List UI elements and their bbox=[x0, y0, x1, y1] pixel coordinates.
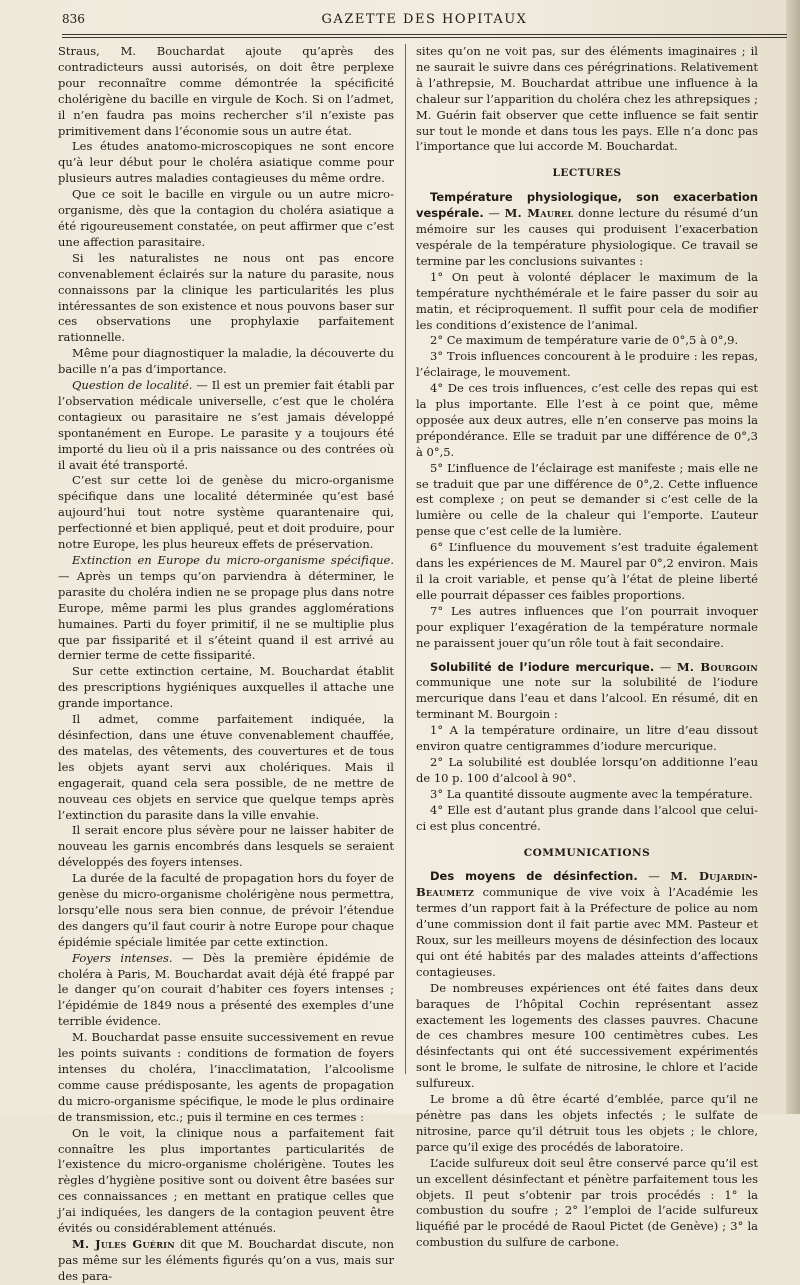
page-header bbox=[62, 10, 787, 34]
header-rule bbox=[62, 34, 787, 35]
section-heading-communications: COMMUNICATIONS bbox=[523, 846, 651, 859]
list-item: 4° De ces trois influences, c’est celle des repas qui est la plus importante. Elle l’est à ce point que, même opposée aux deux autres, elle n’en conserve pas moins la prépondérance. Elle se traduit par une différence de 0°,3 à 0°,5. bbox=[416, 381, 758, 459]
paragraph bbox=[58, 1237, 394, 1285]
paragraph-text: donne lecture du résumé d’un mémoire sur les causes qui produisent l’exacerbation vespérale de la température physiologique. Ce travail se termine par les conclusions suivantes : bbox=[416, 206, 758, 268]
paragraph-text: dit que M. Bouchardat discute, non pas même sur les éléments figurés qu’on a vus, mais sur des para- bbox=[58, 1236, 394, 1283]
list-item: 1° A la température ordinaire, un litre d’eau dissout environ quatre centigrammes d’iodure mercurique. bbox=[416, 723, 758, 754]
left-column bbox=[58, 44, 394, 1283]
paragraph: Straus, M. Bouchardat ajoute qu’après des contradicteurs aussi autorisés, on doit être perplexe pour reconnaître comme démontrée la spécificité cholérigène du bacille en virgule de Koch. Si on l’admet, il n’en faudra pas moins rechercher s’il n’existe pas primitivement dans l’économie sous un autre état. bbox=[58, 44, 394, 138]
run-in-heading: Question de localité. bbox=[72, 378, 193, 393]
paragraph-text: communique de vive voix à l’Académie les termes d’un rapport fait à la Préfecture de police au nom d’une commission dont il fait partie avec MM. Pasteur et Roux, sur les meilleurs moyens de désinfection des locaux qui ont été habités par des malades atteints d’affections contagieuses. bbox=[416, 885, 758, 979]
list-item: 6° L’influence du mouvement s’est traduite également dans les expériences de M. Maurel par 0°,2 environ. Mais il la croit variable, et pense qu’à l’état de pleine liberté elle pourrait dépasser ces faibles proportions. bbox=[416, 540, 758, 602]
list-item: 1° On peut à volonté déplacer le maximum de la température nychthémérale et le faire passer du soir au matin, et réciproquement. Il suffit pour cela de modifier les conditions d’existence de l’animal. bbox=[416, 269, 758, 332]
paragraph: M. Bouchardat passe ensuite successivement en revue les points suivants : conditions de formation de foyers intenses du choléra, l’inacclimatation, l’alcoolisme comme cause prédisposante, les agents de propagation du micro-organisme spécifique, le mode le plus ordinaire de transmission, etc.; puis il termine en ces termes : bbox=[58, 1030, 394, 1124]
paragraph: Le brome a dû être écarté d’emblée, parce qu’il ne pénètre pas dans les objets infectés ; le sulfate de nitrosine, parce qu’il détruit tous les objets ; le chlore, parce qu’il exige des procédés de laboratoire. bbox=[416, 1092, 758, 1154]
list-item: 2° La solubilité est doublée lorsqu’on additionne l’eau de 10 p. 100 d’alcool à 90°. bbox=[416, 754, 758, 785]
paragraph-text: — Il est un premier fait établi par l’observation médicale universelle, c’est que le choléra contagieux ou parasitaire ne s’est jamais développé spontanément en Europe. Le parasite y a toujours été importé du lieu où il a pris naissance ou des contrées où il avait été transporté. bbox=[58, 378, 394, 472]
list-item: 7° Les autres influences que l’on pourrait invoquer pour expliquer l’exagération de la température normale ne paraissent jouer qu’un rôle tout à fait secondaire. bbox=[416, 603, 758, 650]
paragraph-text: communique une note sur la solubilité de l’iodure mercurique dans l’eau et dans l’alcool. En résumé, dit en terminant M. Bourgoin : bbox=[416, 675, 758, 722]
speaker-name: M. Bourgoin bbox=[676, 659, 758, 674]
run-in-heading: Foyers intenses. bbox=[72, 950, 173, 965]
paragraph: Des moyens de désinfection. — M. Dujardin-Beaumetz communique de vive voix à l’Académie les termes d’un rapport fait à la Préfecture de police au nom d’une commission dont il fait partie avec MM. Pasteur et Roux, sur les meilleurs moyens de désinfection des locaux qui ont été habités par des malades atteints d’affections contagieuses. bbox=[416, 869, 759, 979]
paragraph bbox=[58, 553, 394, 664]
paragraph: Les études anatomo-microscopiques ne sont encore qu’à leur début pour le choléra asiatique comme pour plusieurs autres maladies contagieuses du même ordre. bbox=[58, 139, 394, 186]
paragraph bbox=[58, 378, 394, 473]
run-in-heading: Extinction en Europe du micro-organisme spécifique. bbox=[72, 553, 394, 567]
paragraph: C’est sur cette loi de genèse du micro-organisme spécifique dans une localité déterminée qu’est basé aujourd’hui tout notre système quarantenaire qui, perfectionné et bien appliqué, peut et doit produire, pour notre Europe, les plus heureux effets de préservation. bbox=[58, 473, 394, 552]
speaker-name: M. Maurel bbox=[504, 206, 574, 221]
list-item: 2° Ce maximum de température varie de 0°,5 à 0°,9. bbox=[430, 333, 739, 348]
header-rule bbox=[62, 37, 787, 38]
paragraph bbox=[58, 951, 394, 1031]
paragraph: Solubilité de l’iodure mercurique. — M. Bourgoin communique une note sur la solubilité de l’iodure mercurique dans l’eau et dans l’alcool. En résumé, dit en terminant M. Bourgoin : bbox=[416, 659, 758, 722]
paragraph-text: — Après un temps qu’on parviendra à déterminer, le parasite du choléra indien ne se propage plus dans notre Europe, même parmi les plus grandes agglomérations humaines. Parti du foyer primitif, il ne se multiplie plus que par fissiparité et il s’éteint quand il est arrivé au dernier terme de cette fissiparité. bbox=[58, 568, 394, 663]
paragraph: On le voit, la clinique nous a parfaitement fait connaître les plus importantes particularités de l’existence du micro-organisme cholérigène. Toutes les règles d’hygiène positive sont ou doivent être basées sur ces connaissances ; en mettant en pratique celles que j’ai indiquées, les dangers de la contagion peuvent être évités ou considérablement atténués. bbox=[58, 1125, 394, 1236]
right-column bbox=[416, 44, 759, 1250]
paragraph: De nombreuses expériences ont été faites dans deux baraques de l’hôpital Cochin représentant assez exactement les logements des classes pauvres. Chacune de ces chambres mesure 100 centimètres cubes. Les désinfectants qui ont été successivement expérimentés sont le brome, le sulfate de nitrosine, le chlore et l’acide sulfureux. bbox=[416, 980, 758, 1091]
list-item: 5° L’influence de l’éclairage est manifeste ; mais elle ne se traduit que par une différence de 0°,2. Cette influence est complexe ; on peut se demander si c’est celle de la lumière ou celle de la chaleur qui l’emporte. L’auteur pense que c’est celle de la lumière. bbox=[416, 460, 758, 539]
paragraph: Sur cette extinction certaine, M. Bouchardat établit des prescriptions hygiéniques auxquelles il attache une grande importance. bbox=[58, 664, 394, 711]
paragraph: La durée de la faculté de propagation hors du foyer de genèse du micro-organisme cholérigène nous permettra, lorsqu’elle nous sera bien connue, de prévoir l’étendue des dangers qu’il faut courir à notre Europe pour chaque épidémie spéciale limitée par cette extinction. bbox=[58, 871, 394, 949]
article-title: Température physiologique, son exacerbation vespérale. bbox=[416, 190, 758, 221]
speaker-name: M. Jules Guérin bbox=[72, 1236, 175, 1251]
running-title: GAZETTE DES HOPITAUX bbox=[321, 12, 528, 27]
page-edge bbox=[786, 0, 800, 1114]
paragraph: L’acide sulfureux doit seul être conservé parce qu’il est un excellent désinfectant et pénètre parfaitement tous les objets. Il peut s’obtenir par trois procédés : 1° la combustion du soufre ; 2° l’emploi de l’acide sulfureux liquéfié par le procédé de Raoul Pictet (de Genève) ; 3° la combustion du sulfure de carbone. bbox=[416, 1155, 758, 1250]
paragraph: sites qu’on ne voit pas, sur des éléments imaginaires ; il ne saurait le suivre dans ces pérégrinations. Relativement à l’athrepsie, M. Bouchardat attribue une influence à la chaleur sur l’apparition du choléra chez les athrepsiques ; M. Guérin fait observer que cette influence se fait sentir sur tout le monde et dans tous les pays. Elle n’a donc pas l’importance que lui accorde M. Bouchardat. bbox=[416, 44, 758, 154]
paragraph: Il serait encore plus sévère pour ne laisser habiter de nouveau les garnis encombrés dans lesquels se seraient développés des foyers intenses. bbox=[58, 823, 394, 870]
paragraph: Température physiologique, son exacerbation vespérale. — M. Maurel donne lecture du résumé d’un mémoire sur les causes qui produisent l’exacerbation vespérale de la température physiologique. Ce travail se termine par les conclusions suivantes : bbox=[416, 190, 758, 268]
list-item: 4° Elle est d’autant plus grande dans l’alcool que celui-ci est plus concentré. bbox=[416, 802, 758, 833]
article-title: Des moyens de désinfection. bbox=[430, 869, 638, 884]
paragraph: Il admet, comme parfaitement indiquée, la désinfection, dans une étuve convenablement chauffée, des matelas, des vêtements, des couvertures et de tous les objets ayant servi aux cholériques. Mais il engagerait, quand cela sera possible, de ne mettre de nouveau ces objets en service que quelque temps après l’extinction du parasite dans la ville envahie. bbox=[58, 712, 394, 822]
column-divider bbox=[405, 44, 406, 1074]
list-item: 3° La quantité dissoute augmente avec la température. bbox=[430, 786, 753, 801]
speaker-name: M. Dujardin-Beaumetz bbox=[416, 869, 759, 900]
paragraph: Même pour diagnostiquer la maladie, la découverte du bacille n’a pas d’importance. bbox=[58, 346, 394, 377]
page-number: 836 bbox=[62, 12, 85, 26]
paragraph-text: — Dès la première épidémie de choléra à Paris, M. Bouchardat avait déjà été frappé par le danger qu’on courait d’habiter ces foyers intenses ; l’épidémie de 1849 nous a présenté des exemples d’une terrible évidence. bbox=[58, 950, 394, 1029]
paragraph: Que ce soit le bacille en virgule ou un autre micro-organisme, dès que la contagion du choléra asiatique a été rigoureusement constatée, on peut affirmer que c’est une affection parasitaire. bbox=[58, 187, 394, 249]
section-heading-lectures: LECTURES bbox=[552, 167, 622, 180]
paragraph: Si les naturalistes ne nous ont pas encore convenablement éclairés sur la nature du parasite, nous connaissons par la clinique les particularités les plus intéressantes de son existence et nous pouvons baser sur ces observations une prophylaxie parfaitement rationnelle. bbox=[58, 250, 394, 345]
article-title: Solubilité de l’iodure mercurique. bbox=[430, 659, 655, 674]
list-item: 3° Trois influences concourent à le produire : les repas, l’éclairage, le mouvement. bbox=[416, 349, 758, 380]
